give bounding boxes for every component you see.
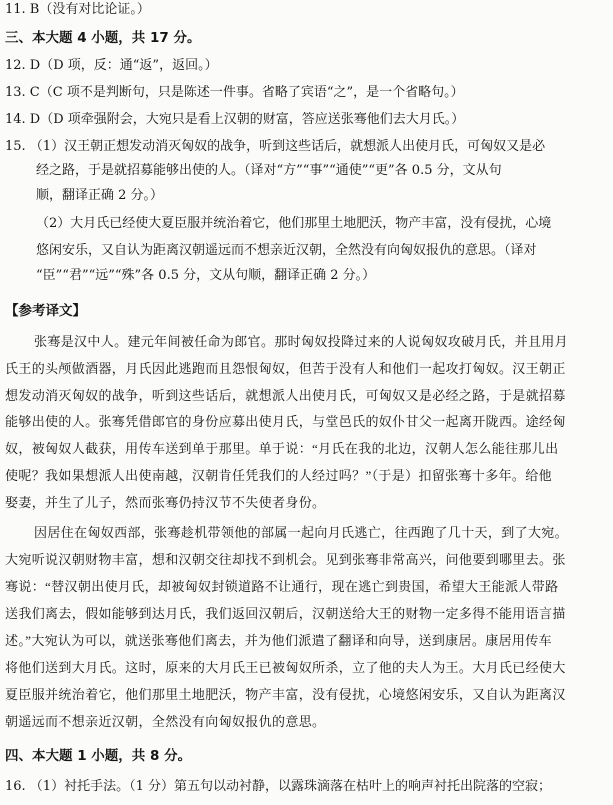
- translation-para1-line4: 能够出使的人。张骞凭借郎官的身份应募出使月氏，与堂邑氏的奴仆甘父一起离开陇西。途经匈: [5, 414, 566, 429]
- answer-15-part1-line1: 15. （1）汉王朝正想发动消灭匈奴的战争，听到这些话后，就想派人出使月氏，可匈奴又是必: [5, 139, 546, 154]
- translation-para2-line1: 因居住在匈奴西部，张骞趁机带领他的部属一起向月氏逃亡，往西跑了几十天，到了大宛。: [34, 525, 569, 540]
- translation-para2-line5: 述。”大宛认为可以，就送张骞他们离去，并为他们派遣了翻译和向导，送到康居。康居用传车: [5, 633, 552, 648]
- translation-para1-line6: 使呢？我如果想派人出使南越，汉朝肯任凭我们的人经过吗？”（于是）扣留张骞十多年。给他: [5, 468, 552, 483]
- translation-para1-line3: 想发动消灭匈奴的战争，听到这些话后，就想派人出使月氏，可匈奴又是必经之路，于是就招募: [5, 388, 566, 403]
- section-3-heading: 三、本大题 4 小题，共 17 分。: [5, 30, 201, 46]
- translation-para2-line6: 将他们送到大月氏。这时，原来的大月氏王已被匈奴所杀，立了他的夫人为王。大月氏已经使大: [5, 660, 566, 675]
- translation-para2-line8: 朝遥远而不想亲近汉朝，全然没有向匈奴报仇的意思。: [5, 714, 326, 729]
- answer-15-part1-line3: 顺，翻译正确 2 分。）: [36, 188, 164, 203]
- answer-11: 11. B（没有对比论证。）: [5, 2, 150, 17]
- answer-15-part2-line3: “臣”“君”“远”“殊”各 0.5 分，文从句顺，翻译正确 2 分。）: [36, 268, 376, 283]
- answer-15-part2-line2: 悠闲安乐，又自认为距离汉朝遥远而不想亲近汉朝，全然没有向匈奴报仇的意思。（译对: [36, 243, 537, 258]
- answer-16-line1: 16. （1）衬托手法。（1 分）第五句以动衬静，以露珠滴落在枯叶上的响声衬托出院落的空寂；: [5, 779, 551, 794]
- answer-15-part1-line2: 经之路，于是就招募能够出使的人。（译对“方”“事”“通使”“更”各 0.5 分，文从句: [36, 163, 502, 178]
- translation-para1-line5: 奴，被匈奴人截获，用传车送到单于那里。单于说：“月氏在我的北边，汉朝人怎么能往那儿出: [5, 441, 559, 456]
- reference-translation-heading: 【参考译文】: [5, 303, 86, 319]
- answer-14: 14. D（D 项牵强附会，大宛只是看上汉朝的财富，答应送张骞他们去大月氏。）: [5, 112, 465, 127]
- translation-para2-line7: 夏臣服并统治着它，他们那里土地肥沃，物产丰富，没有侵扰，心境悠闲安乐，又自认为距离汉: [5, 687, 566, 702]
- translation-para1-line2: 氏王的头颅做酒器，月氏因此逃跑而且怨恨匈奴，但苦于没有人和他们一起攻打匈奴。汉王朝正: [5, 361, 566, 376]
- answer-12: 12. D（D 项，反：通“返”，返回。）: [5, 58, 218, 73]
- translation-para2-line2: 大宛听说汉朝财物丰富，想和汉朝交往却找不到机会。见到张骞非常高兴，问他要到哪里去。张: [5, 552, 566, 567]
- translation-para2-line4: 送我们离去，假如能够到达月氏，我们返回汉朝后，汉朝送给大王的财物一定多得不能用语言描: [5, 606, 566, 621]
- translation-para2-line3: 骞说：“替汉朝出使月氏，却被匈奴封锁道路不让通行，现在逃亡到贵国，希望大王能派人带路: [5, 579, 559, 594]
- translation-para1-line7: 娶妻，并生了儿子，然而张骞仍持汉节不失使者身份。: [5, 495, 326, 510]
- answer-13: 13. C（C 项不是判断句，只是陈述一件事。省略了宾语“之”，是一个省略句。）: [5, 85, 464, 100]
- section-4-heading: 四、本大题 1 小题，共 8 分。: [5, 748, 192, 764]
- translation-para1-line1: 张骞是汉中人。建元年间被任命为郎官。那时匈奴投降过来的人说匈奴攻破月氏，并且用月: [34, 334, 569, 349]
- answer-15-part2-line1: （2）大月氏已经使大夏臣服并统治着它，他们那里土地肥沃，物产丰富，没有侵扰，心境: [36, 216, 552, 231]
